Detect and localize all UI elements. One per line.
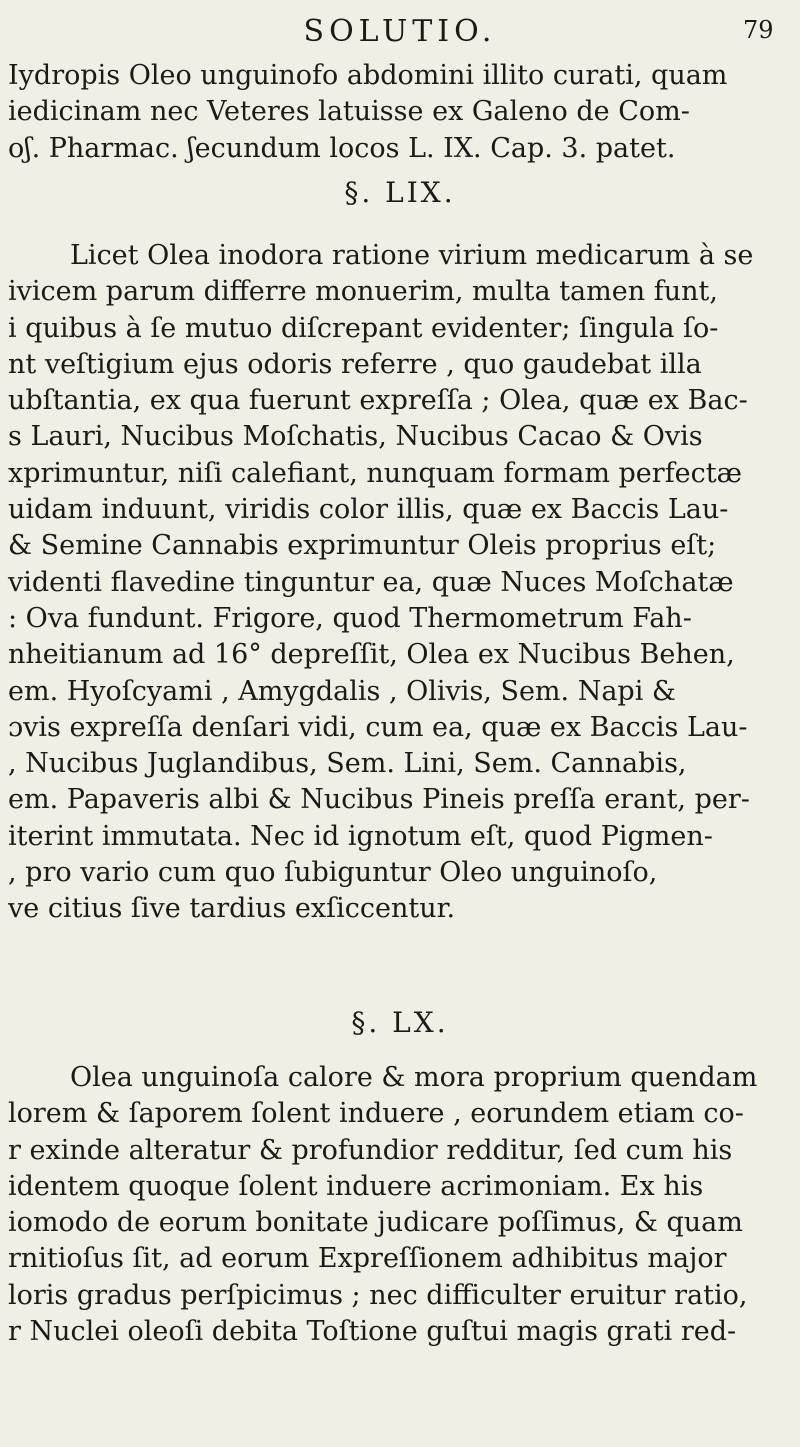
text-line: ve citius ſive tardius exſiccentur. <box>8 893 456 925</box>
text-line: xprimuntur, niſi calefiant, nunquam formam perfectæ <box>8 457 743 489</box>
text-line: Licet Olea inodora ratione virium medicarum à se <box>70 240 754 271</box>
running-title: SOLUTIO. <box>303 14 497 49</box>
text-line: r exinde alteratur & profundior redditur, ſed cum his <box>8 1134 733 1166</box>
text-line: nheitianum ad 16° depreſſit, Olea ex Nucibus Behen, <box>8 639 735 671</box>
text-line: ivicem parum differre monuerim, multa tamen funt, <box>8 276 718 308</box>
text-line: oʃ. Pharmac. ʃecundum locos L. IX. Cap. 3. patet. <box>8 132 676 164</box>
text-line: Iydropis Oleo unguinofo abdomini illito curati, quam <box>8 60 728 91</box>
text-line: uidam induunt, viridis color illis, quæ ex Baccis Lau- <box>8 494 729 526</box>
text-line: : Ova fundunt. Frigore, quod Thermometrum Fah- <box>8 602 692 634</box>
text-line: , pro vario cum quo ſubiguntur Oleo unguinoſo, <box>8 857 658 889</box>
text-line: em. Hyoſcyami , Amygdalis , Olivis, Sem. Napi & <box>8 675 676 707</box>
text-line: Olea unguinoſa calore & mora proprium quendam <box>70 1062 758 1093</box>
text-line: rnitioſus ſit, ad eorum Expreſſionem adhibitus major <box>8 1243 727 1275</box>
text-line: iomodo de eorum bonitate judicare poſſimus, & quam <box>8 1207 743 1239</box>
section-heading-lix: §. LIX. <box>344 176 456 209</box>
text-line: videnti flavedine tinguntur ea, quæ Nuces Moſchatæ <box>8 566 734 598</box>
text-line: iedicinam nec Veteres latuisse ex Galeno de Com- <box>8 96 690 128</box>
section-lx-paragraph <box>0 1060 800 1350</box>
text-line: lorem & ſaporem ſolent induere , eorundem etiam co- <box>8 1098 744 1130</box>
text-line: i quibus à ſe mutuo diſcrepant evidenter; ſingula ſo- <box>8 312 719 344</box>
text-line: s Lauri, Nucibus Moſchatis, Nucibus Cacao & Ovis <box>8 421 703 453</box>
text-line: iterint immutata. Nec id ignotum eſt, quod Pigmen- <box>8 820 713 852</box>
text-line: r Nuclei oleoſi debita Toſtione guſtui magis grati red- <box>8 1316 737 1348</box>
text-line: loris gradus perſpicimus ; nec difficulter eruitur ratio, <box>8 1279 748 1311</box>
text-line: nt veſtigium ejus odoris referre , quo gaudebat illa <box>8 348 702 380</box>
text-line: identem quoque ſolent induere acrimoniam. Ex his <box>8 1170 704 1202</box>
text-line: ubſtantia, ex qua fuerunt expreſſa ; Olea, quæ ex Bac- <box>8 385 748 417</box>
page-number: 79 <box>743 16 774 44</box>
intro-paragraph <box>0 58 800 167</box>
section-heading-lx: §. LX. <box>351 1006 449 1039</box>
text-line: & Semine Cannabis exprimuntur Oleis proprius eſt; <box>8 530 717 562</box>
text-line: ɔvis expreſſa denſari vidi, cum ea, quæ ex Baccis Lau- <box>8 711 748 743</box>
section-lix-paragraph <box>0 238 800 928</box>
text-line: em. Papaveris albi & Nucibus Pineis preſſa erant, per- <box>8 784 750 816</box>
text-line: , Nucibus Juglandibus, Sem. Lini, Sem. Cannabis, <box>8 748 687 780</box>
